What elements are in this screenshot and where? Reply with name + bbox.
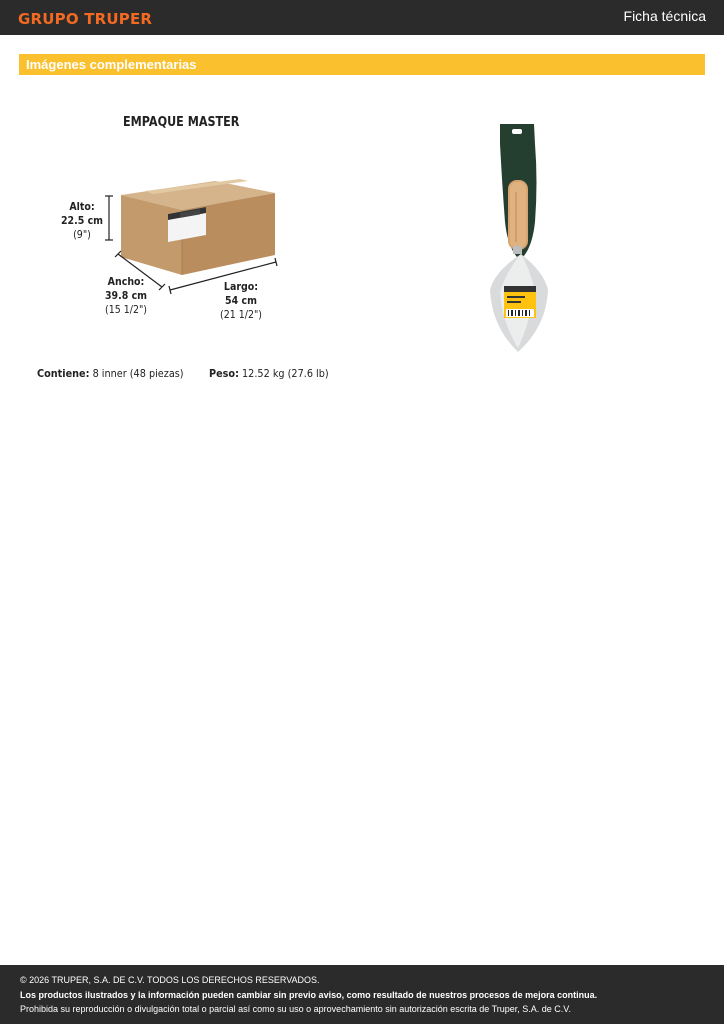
alto-metric: 22.5 cm	[60, 214, 104, 227]
footer-copyright: © 2026 TRUPER, S.A. DE C.V. TODOS LOS DERECHOS RESERVADOS.	[20, 975, 320, 985]
alto-label: Alto:	[69, 200, 95, 213]
contents-info	[37, 367, 184, 380]
trowel-product-image	[486, 122, 556, 357]
peso-value: 12.52 kg (27.6 lb)	[242, 367, 329, 380]
document-type: Ficha técnica	[623, 8, 706, 24]
footer-notice: Los productos ilustrados y la información pueden cambiar sin previo aviso, como resultado de nuestros procesos de mejora continua.	[20, 990, 598, 1000]
footer	[0, 965, 724, 1024]
dimension-largo	[216, 280, 266, 322]
ancho-label: Ancho:	[107, 275, 145, 288]
contiene-value: 8 inner (48 piezas)	[92, 367, 184, 380]
dimension-ancho	[102, 275, 150, 317]
dimension-alto	[60, 200, 105, 242]
brand-logo: GRUPO TRUPER	[18, 10, 153, 28]
largo-metric: 54 cm	[225, 294, 257, 307]
alto-imperial: (9")	[73, 228, 91, 241]
contiene-label: Contiene:	[37, 367, 90, 380]
largo-imperial: (21 1/2")	[219, 308, 263, 321]
largo-label: Largo:	[223, 280, 259, 293]
section-header	[19, 54, 705, 75]
footer-prohibition: Prohibida su reproducción o divulgación total o parcial así como su uso o aprovechamiento sin autorización escrita de Truper, S.A. de C.V.	[20, 1004, 571, 1014]
section-title: Imágenes complementarias	[26, 57, 197, 72]
ancho-metric: 39.8 cm	[104, 289, 148, 302]
weight-info	[209, 367, 329, 380]
top-header	[0, 0, 724, 35]
peso-label: Peso:	[209, 367, 239, 380]
package-title: EMPAQUE MASTER	[123, 115, 240, 130]
ancho-imperial: (15 1/2")	[104, 303, 148, 316]
